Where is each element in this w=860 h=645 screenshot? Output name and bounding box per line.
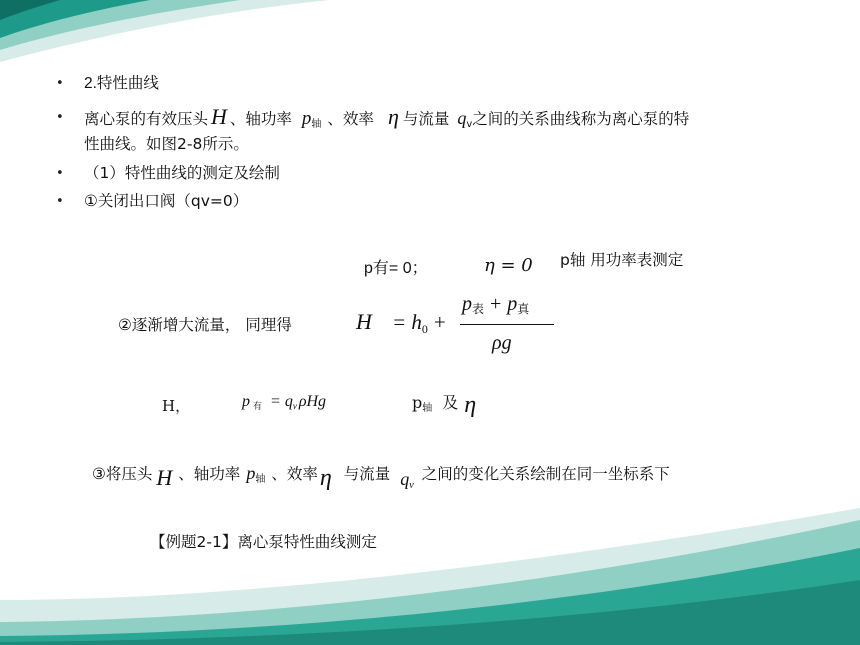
fraction-denominator: ρg bbox=[492, 332, 512, 354]
heading-characteristic-curve: 2.特性曲线 bbox=[84, 75, 159, 92]
step-plot-together: ③将压头 H 、轴功率 $p_轴$ 、效率η 与流量 $q_v$之间的变化关系绘制在同一坐标系下 bbox=[92, 463, 670, 491]
formula-H: H bbox=[356, 309, 372, 334]
step-close-valve: ①关闭出口阀（qv=0） bbox=[84, 192, 249, 210]
efficiency-zero: η = 0 bbox=[484, 255, 533, 276]
step-increase-flow: ②逐渐增大流量， 同理得 bbox=[118, 316, 292, 334]
formula-eq-h0: = h0 + bbox=[392, 310, 446, 336]
head-label: H， bbox=[162, 397, 191, 415]
bullet-dot: • bbox=[56, 110, 64, 125]
p-effective-zero: p有= 0； bbox=[364, 260, 428, 277]
fraction-bar bbox=[460, 324, 554, 325]
example-title: 【例题2-1】离心泵特性曲线测定 bbox=[150, 533, 377, 551]
definition-line-2: 性曲线。如图2-8所示。 bbox=[84, 135, 249, 153]
bullet-dot: • bbox=[56, 194, 64, 209]
shaft-power-and-eta: $p_轴$ 及 η bbox=[412, 392, 477, 418]
definition-line-1: 离心泵的有效压头 H 、轴功率 $p_轴$ 、效率 η 与流量 $q_v$之间的关系曲线称为离心泵的特 bbox=[84, 104, 690, 130]
section-measure-draw: （1）特性曲线的测定及绘制 bbox=[84, 164, 280, 182]
effective-power-formula: p $_有 = q_v$ ρHg bbox=[242, 393, 327, 412]
shaft-power-measured: p轴 用功率表测定 bbox=[560, 251, 684, 269]
bullet-dot: • bbox=[56, 76, 64, 91]
bullet-dot: • bbox=[56, 166, 64, 181]
fraction-numerator: $p_表 + p_真$ bbox=[462, 293, 530, 316]
